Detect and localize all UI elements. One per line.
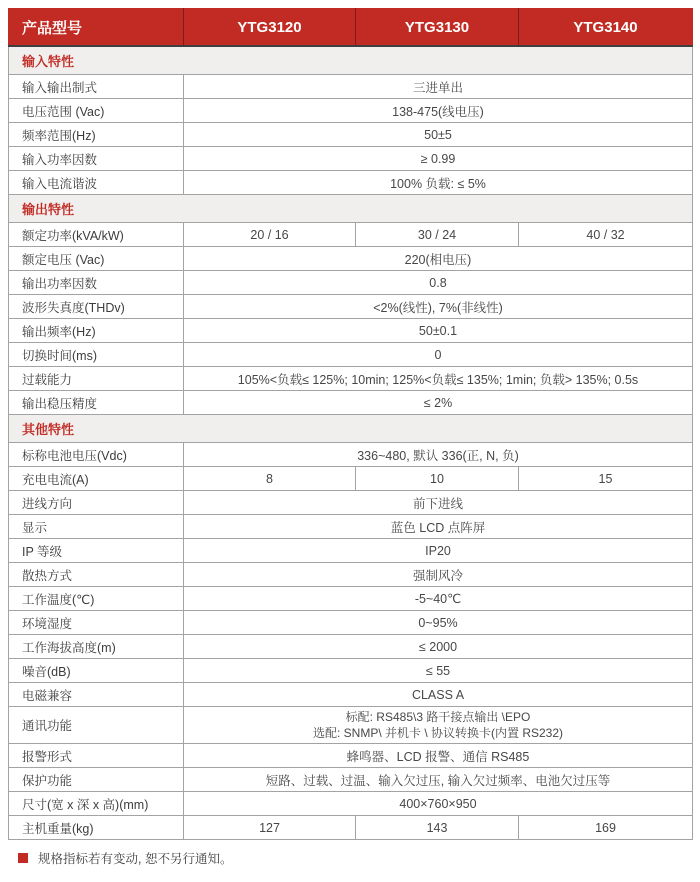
row-value-merged: ≤ 2% <box>184 391 693 415</box>
row-value-model-3: 15 <box>519 467 693 491</box>
row-label: 电磁兼容 <box>9 683 184 707</box>
row-value-merged: 50±0.1 <box>184 319 693 343</box>
section-header-row <box>9 195 693 223</box>
table-row <box>9 271 693 295</box>
row-label: 噪音(dB) <box>9 659 184 683</box>
row-value-merged: CLASS A <box>184 683 693 707</box>
table-row <box>9 223 693 247</box>
table-row <box>9 563 693 587</box>
table-body <box>9 46 693 840</box>
row-value-merged: IP20 <box>184 539 693 563</box>
row-value-merged: 105%<负载≤ 125%; 10min; 125%<负载≤ 135%; 1min; 负载> 135%; 0.5s <box>184 367 693 391</box>
row-label: 输入输出制式 <box>9 75 184 99</box>
table-row <box>9 467 693 491</box>
header-model-ytg3140: YTG3140 <box>519 9 693 47</box>
row-value-model-1: 8 <box>184 467 356 491</box>
row-value-merged: 336~480, 默认 336(正, N, 负) <box>184 443 693 467</box>
row-label: 过载能力 <box>9 367 184 391</box>
table-row <box>9 515 693 539</box>
row-value-merged: 0 <box>184 343 693 367</box>
header-product-model-label: 产品型号 <box>9 9 184 47</box>
table-row <box>9 611 693 635</box>
row-value-merged: 220(相电压) <box>184 247 693 271</box>
row-value-merged: 短路、过载、过温、输入欠过压, 输入欠过频率、电池欠过压等 <box>184 768 693 792</box>
red-square-bullet-icon <box>18 853 28 863</box>
table-row <box>9 792 693 816</box>
section-header-row <box>9 46 693 75</box>
row-label: 显示 <box>9 515 184 539</box>
row-label: 进线方向 <box>9 491 184 515</box>
row-value-model-3: 169 <box>519 816 693 840</box>
row-label: 散热方式 <box>9 563 184 587</box>
row-value-merged: 400×760×950 <box>184 792 693 816</box>
row-value-merged: 0.8 <box>184 271 693 295</box>
section-title: 其他特性 <box>9 415 693 443</box>
header-model-ytg3130: YTG3130 <box>356 9 519 47</box>
row-label: 输出稳压精度 <box>9 391 184 415</box>
row-value-merged: ≤ 2000 <box>184 635 693 659</box>
row-value-merged: 138-475(线电压) <box>184 99 693 123</box>
row-label: 尺寸(宽 x 深 x 高)(mm) <box>9 792 184 816</box>
row-label: 输出频率(Hz) <box>9 319 184 343</box>
row-value-model-2: 143 <box>356 816 519 840</box>
table-row <box>9 491 693 515</box>
row-label: 保护功能 <box>9 768 184 792</box>
row-label: 通讯功能 <box>9 707 184 744</box>
row-value-model-1: 127 <box>184 816 356 840</box>
row-value-merged: 蓝色 LCD 点阵屏 <box>184 515 693 539</box>
row-label: 充电电流(A) <box>9 467 184 491</box>
table-row <box>9 391 693 415</box>
table-row <box>9 319 693 343</box>
row-value-line: 选配: SNMP\ 并机卡 \ 协议转换卡(内置 RS232) <box>312 726 564 740</box>
row-value-merged: 强制风冷 <box>184 563 693 587</box>
row-value-merged: 前下进线 <box>184 491 693 515</box>
row-label: 额定功率(kVA/kW) <box>9 223 184 247</box>
spec-table <box>8 8 693 840</box>
row-value-merged: 蜂鸣器、LCD 报警、通信 RS485 <box>184 744 693 768</box>
section-header-row <box>9 415 693 443</box>
row-value-merged: 50±5 <box>184 123 693 147</box>
row-label: 频率范围(Hz) <box>9 123 184 147</box>
row-value-merged: 三进单出 <box>184 75 693 99</box>
table-row <box>9 816 693 840</box>
table-row <box>9 75 693 99</box>
header-model-ytg3120: YTG3120 <box>184 9 356 47</box>
table-row <box>9 587 693 611</box>
footer-note <box>18 849 692 867</box>
row-value-merged <box>184 707 693 744</box>
table-row <box>9 123 693 147</box>
table-row <box>9 683 693 707</box>
section-title: 输出特性 <box>9 195 693 223</box>
row-label: 电压范围 (Vac) <box>9 99 184 123</box>
row-value-merged: ≤ 55 <box>184 659 693 683</box>
table-row <box>9 707 693 744</box>
row-value-model-3: 40 / 32 <box>519 223 693 247</box>
row-label: 环境湿度 <box>9 611 184 635</box>
row-value-merged: 0~95% <box>184 611 693 635</box>
table-row <box>9 295 693 319</box>
row-label: IP 等级 <box>9 539 184 563</box>
row-value-model-1: 20 / 16 <box>184 223 356 247</box>
table-row <box>9 367 693 391</box>
row-label: 波形失真度(THDv) <box>9 295 184 319</box>
table-row <box>9 768 693 792</box>
table-header <box>9 9 693 47</box>
row-value-model-2: 10 <box>356 467 519 491</box>
row-label: 报警形式 <box>9 744 184 768</box>
table-row <box>9 147 693 171</box>
row-value-merged: -5~40℃ <box>184 587 693 611</box>
table-row <box>9 343 693 367</box>
table-row <box>9 247 693 271</box>
table-row <box>9 171 693 195</box>
header-row <box>9 9 693 47</box>
table-row <box>9 539 693 563</box>
table-row <box>9 99 693 123</box>
table-row <box>9 659 693 683</box>
row-label: 输入电流谐波 <box>9 171 184 195</box>
row-value-model-2: 30 / 24 <box>356 223 519 247</box>
row-label: 额定电压 (Vac) <box>9 247 184 271</box>
footer-note-text: 规格指标若有变动, 恕不另行通知。 <box>38 852 233 866</box>
row-label: 输入功率因数 <box>9 147 184 171</box>
table-row <box>9 443 693 467</box>
row-value-merged: 100% 负载: ≤ 5% <box>184 171 693 195</box>
row-value-merged: <2%(线性), 7%(非线性) <box>184 295 693 319</box>
section-title: 输入特性 <box>9 46 693 75</box>
row-label: 输出功率因数 <box>9 271 184 295</box>
row-value-line: 标配: RS485\3 路干接点输出 \EPO <box>345 709 531 724</box>
row-label: 切换时间(ms) <box>9 343 184 367</box>
table-row <box>9 744 693 768</box>
table-row <box>9 635 693 659</box>
row-label: 主机重量(kg) <box>9 816 184 840</box>
row-label: 工作海拔高度(m) <box>9 635 184 659</box>
row-value-merged: ≥ 0.99 <box>184 147 693 171</box>
row-label: 工作温度(℃) <box>9 587 184 611</box>
row-label: 标称电池电压(Vdc) <box>9 443 184 467</box>
